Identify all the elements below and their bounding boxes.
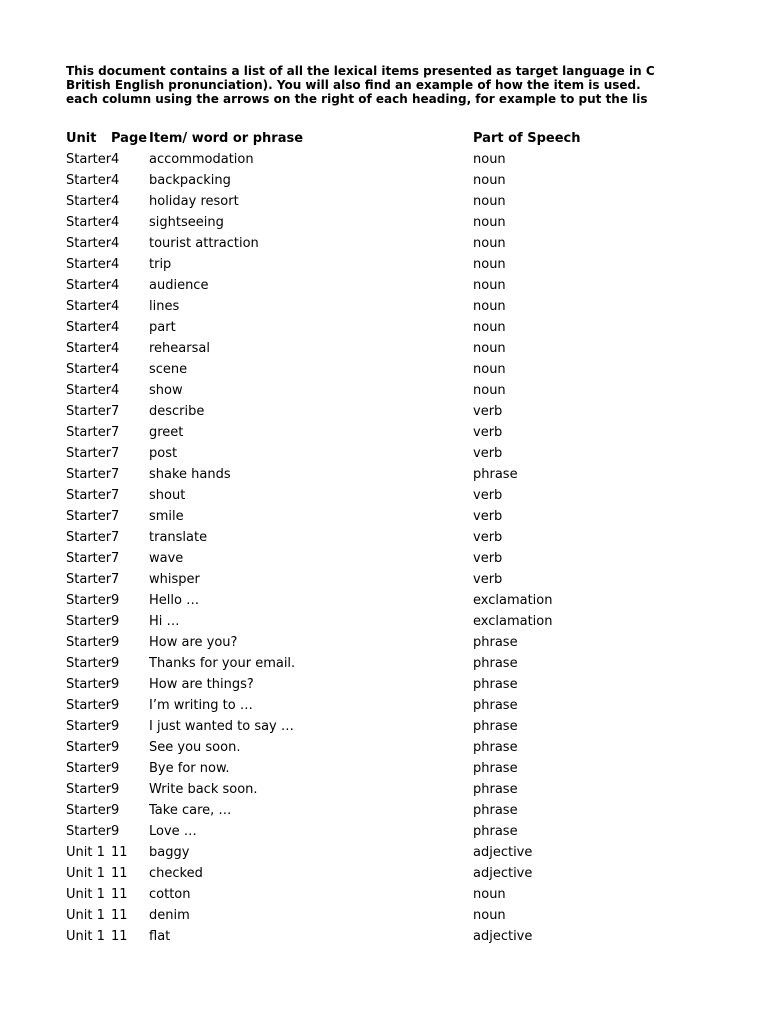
cell-unit: Starter [66,509,112,524]
cell-part-of-speech: noun [473,152,506,167]
cell-part-of-speech: verb [473,530,503,545]
cell-unit: Unit 1 [66,908,105,923]
cell-unit: Starter [66,488,112,503]
table-row [66,191,686,212]
table-row [66,380,686,401]
cell-page: 9 [111,719,120,734]
cell-page: 7 [111,425,120,440]
cell-part-of-speech: verb [473,446,503,461]
cell-item: part [149,320,176,335]
table-row [66,611,686,632]
header-part-of-speech: Part of Speech [473,131,581,146]
cell-item: tourist attraction [149,236,259,251]
cell-unit: Starter [66,677,112,692]
cell-page: 7 [111,572,120,587]
cell-unit: Starter [66,656,112,671]
cell-page: 9 [111,698,120,713]
table-row [66,401,686,422]
cell-item: backpacking [149,173,231,188]
cell-part-of-speech: phrase [473,467,518,482]
cell-item: flat [149,929,171,944]
cell-item: rehearsal [149,341,210,356]
intro-line: each column using the arrows on the right of each heading, for example to put the lis [66,92,648,106]
cell-part-of-speech: phrase [473,803,518,818]
cell-part-of-speech: noun [473,278,506,293]
table-row [66,296,686,317]
intro-line: British English pronunciation). You will also find an example of how the item is used. [66,78,641,92]
table-row [66,590,686,611]
table-row [66,527,686,548]
cell-page: 4 [111,257,120,272]
cell-page: 7 [111,446,120,461]
table-row [66,212,686,233]
cell-page: 4 [111,299,120,314]
cell-page: 4 [111,236,120,251]
cell-part-of-speech: noun [473,887,506,902]
cell-item: smile [149,509,184,524]
cell-page: 9 [111,635,120,650]
cell-part-of-speech: phrase [473,635,518,650]
table-row [66,149,686,170]
cell-page: 4 [111,278,120,293]
cell-unit: Starter [66,635,112,650]
cell-page: 9 [111,782,120,797]
cell-part-of-speech: verb [473,425,503,440]
header-item: Item/ word or phrase [149,131,304,146]
cell-page: 7 [111,467,120,482]
cell-item: baggy [149,845,190,860]
cell-part-of-speech: phrase [473,782,518,797]
table-row [66,233,686,254]
cell-item: whisper [149,572,200,587]
table-row [66,317,686,338]
table-row [66,821,686,842]
cell-item: greet [149,425,184,440]
cell-unit: Starter [66,530,112,545]
table-row [66,443,686,464]
cell-item: checked [149,866,203,881]
cell-part-of-speech: phrase [473,698,518,713]
cell-part-of-speech: noun [473,341,506,356]
cell-page: 9 [111,761,120,776]
table-row [66,674,686,695]
cell-item: Hi … [149,614,180,629]
cell-item: translate [149,530,208,545]
cell-unit: Starter [66,404,112,419]
cell-unit: Starter [66,383,112,398]
cell-unit: Unit 1 [66,866,105,881]
cell-part-of-speech: adjective [473,845,533,860]
cell-page: 9 [111,824,120,839]
cell-page: 7 [111,488,120,503]
cell-part-of-speech: phrase [473,761,518,776]
cell-unit: Starter [66,278,112,293]
cell-unit: Starter [66,341,112,356]
cell-unit: Starter [66,698,112,713]
cell-page: 11 [111,908,128,923]
cell-item: sightseeing [149,215,224,230]
cell-page: 7 [111,551,120,566]
cell-part-of-speech: adjective [473,929,533,944]
cell-part-of-speech: verb [473,572,503,587]
cell-unit: Starter [66,467,112,482]
table-row [66,758,686,779]
cell-unit: Starter [66,236,112,251]
cell-part-of-speech: verb [473,509,503,524]
cell-unit: Starter [66,719,112,734]
cell-item: describe [149,404,205,419]
header-page: Page [111,131,148,146]
cell-item: Hello … [149,593,200,608]
vocabulary-table [66,128,686,947]
table-header-row [66,128,686,149]
table-row [66,359,686,380]
cell-page: 9 [111,803,120,818]
cell-item: How are things? [149,677,254,692]
cell-unit: Starter [66,320,112,335]
cell-item: post [149,446,178,461]
cell-page: 4 [111,341,120,356]
cell-page: 9 [111,614,120,629]
table-row [66,506,686,527]
cell-unit: Unit 1 [66,887,105,902]
cell-page: 4 [111,215,120,230]
cell-part-of-speech: phrase [473,824,518,839]
cell-part-of-speech: noun [473,173,506,188]
cell-unit: Starter [66,173,112,188]
table-row [66,254,686,275]
cell-part-of-speech: exclamation [473,593,553,608]
cell-item: Write back soon. [149,782,258,797]
intro-text [66,64,655,106]
cell-part-of-speech: noun [473,362,506,377]
cell-unit: Starter [66,257,112,272]
cell-part-of-speech: verb [473,404,503,419]
cell-page: 4 [111,152,120,167]
table-row [66,170,686,191]
cell-page: 4 [111,383,120,398]
cell-item: show [149,383,183,398]
cell-item: Bye for now. [149,761,230,776]
cell-part-of-speech: phrase [473,656,518,671]
cell-item: lines [149,299,180,314]
cell-item: Love … [149,824,197,839]
header-unit: Unit [66,131,97,146]
cell-item: shake hands [149,467,231,482]
table-row [66,926,686,947]
cell-item: See you soon. [149,740,241,755]
cell-page: 11 [111,929,128,944]
table-body [66,149,686,947]
cell-unit: Starter [66,152,112,167]
cell-part-of-speech: noun [473,383,506,398]
cell-item: scene [149,362,188,377]
cell-item: Take care, … [149,803,232,818]
cell-item: How are you? [149,635,238,650]
cell-page: 9 [111,677,120,692]
cell-page: 11 [111,845,128,860]
cell-part-of-speech: verb [473,551,503,566]
cell-part-of-speech: noun [473,299,506,314]
table-row [66,653,686,674]
cell-part-of-speech: verb [473,488,503,503]
cell-unit: Starter [66,194,112,209]
table-row [66,779,686,800]
cell-unit: Starter [66,614,112,629]
cell-unit: Unit 1 [66,845,105,860]
cell-part-of-speech: phrase [473,719,518,734]
table-row [66,422,686,443]
cell-page: 7 [111,530,120,545]
cell-unit: Starter [66,782,112,797]
cell-unit: Starter [66,362,112,377]
cell-item: trip [149,257,172,272]
table-row [66,695,686,716]
cell-page: 4 [111,320,120,335]
table-row [66,800,686,821]
cell-page: 9 [111,593,120,608]
cell-part-of-speech: phrase [473,677,518,692]
cell-unit: Starter [66,299,112,314]
cell-unit: Starter [66,593,112,608]
cell-page: 11 [111,866,128,881]
cell-unit: Unit 1 [66,929,105,944]
cell-page: 4 [111,194,120,209]
cell-unit: Starter [66,740,112,755]
table-row [66,716,686,737]
table-row [66,464,686,485]
table-row [66,632,686,653]
cell-item: Thanks for your email. [149,656,296,671]
table-row [66,737,686,758]
cell-item: holiday resort [149,194,239,209]
cell-part-of-speech: adjective [473,866,533,881]
table-row [66,905,686,926]
cell-unit: Starter [66,572,112,587]
cell-part-of-speech: noun [473,320,506,335]
cell-part-of-speech: exclamation [473,614,553,629]
table-row [66,485,686,506]
cell-part-of-speech: noun [473,194,506,209]
cell-page: 4 [111,362,120,377]
cell-part-of-speech: noun [473,908,506,923]
table-row [66,338,686,359]
table-row [66,863,686,884]
table-row [66,884,686,905]
cell-item: cotton [149,887,191,902]
cell-unit: Starter [66,215,112,230]
cell-part-of-speech: phrase [473,740,518,755]
cell-unit: Starter [66,824,112,839]
cell-item: accommodation [149,152,254,167]
table-row [66,275,686,296]
table-row [66,842,686,863]
cell-part-of-speech: noun [473,236,506,251]
cell-page: 11 [111,887,128,902]
cell-unit: Starter [66,425,112,440]
cell-unit: Starter [66,761,112,776]
cell-part-of-speech: noun [473,215,506,230]
cell-part-of-speech: noun [473,257,506,272]
cell-unit: Starter [66,803,112,818]
cell-item: shout [149,488,186,503]
cell-page: 4 [111,173,120,188]
cell-item: denim [149,908,190,923]
cell-page: 7 [111,509,120,524]
cell-page: 9 [111,740,120,755]
table-row [66,569,686,590]
cell-item: audience [149,278,209,293]
table-row [66,548,686,569]
cell-page: 9 [111,656,120,671]
cell-unit: Starter [66,446,112,461]
cell-item: I’m writing to … [149,698,253,713]
cell-item: I just wanted to say … [149,719,294,734]
cell-unit: Starter [66,551,112,566]
intro-line: This document contains a list of all the lexical items presented as target language in C [66,64,655,78]
cell-page: 7 [111,404,120,419]
cell-item: wave [149,551,184,566]
